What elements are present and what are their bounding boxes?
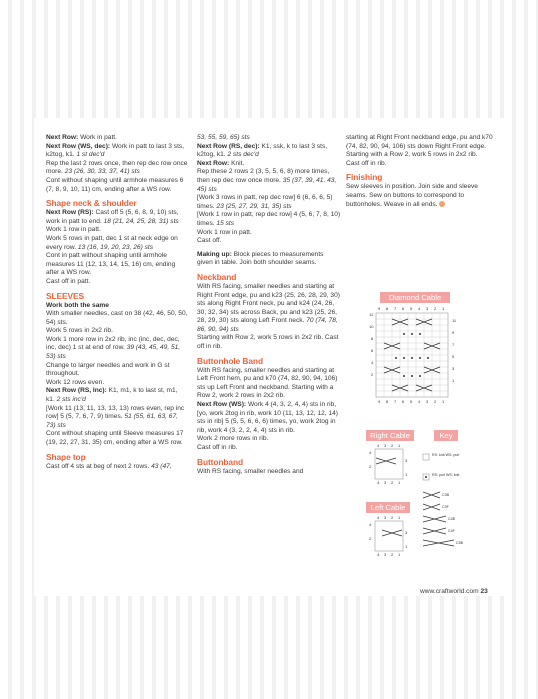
note: 39 (43, 45, 49, 51, 53) sts bbox=[46, 344, 181, 361]
svg-text:2: 2 bbox=[369, 536, 372, 541]
paragraph: With smaller needles, cast on 38 (42, 46, 50, 50, 54) sts. bbox=[46, 310, 188, 326]
svg-text:5: 5 bbox=[452, 354, 455, 359]
paragraph: Next Row: Work in patt. bbox=[46, 134, 117, 141]
text: Work in patt to last 3 sts, k2tog, k1. bbox=[46, 142, 185, 159]
paragraph: starting at Right Front neckband edge, pu and k70 (74, 82, 90, 94, 106) sts down Right Front edge. bbox=[346, 134, 493, 150]
column-number: 2 bbox=[391, 443, 394, 448]
paragraph bbox=[46, 209, 188, 226]
note: 43 (47, bbox=[151, 462, 172, 470]
text: Cast off 5 (5, 6, 8, 9, 10) sts, work in patt to end. bbox=[46, 209, 179, 225]
column-number: 8 bbox=[386, 306, 389, 311]
key-label: C3B bbox=[442, 493, 449, 497]
column-number: 5 bbox=[410, 399, 413, 404]
paragraph bbox=[46, 405, 188, 431]
svg-text:8: 8 bbox=[371, 336, 374, 341]
text: [Work 1 row in patt, rep dec row] 4 (5, 6, 7, 8, 10) times. bbox=[197, 211, 341, 227]
paragraph bbox=[197, 401, 341, 435]
paragraph bbox=[197, 160, 341, 169]
paragraph: Cont without shaping until Sleeve measures 17 (19, 22, 27, 31, 35) cm, ending after a WS row. bbox=[46, 430, 184, 446]
column-number: 4 bbox=[377, 443, 380, 448]
column-number: 9 bbox=[378, 306, 381, 311]
section-heading: Finishing bbox=[346, 172, 383, 183]
text: [Work 3 rows in patt, rep dec row] 6 (6, 6, 6, 5) times. bbox=[197, 194, 333, 210]
end-marker-icon bbox=[439, 201, 445, 207]
row-label: Next Row (WS, dec): bbox=[46, 142, 111, 150]
right-cable-chart bbox=[366, 442, 416, 488]
text: Block pieces to measurements given in table. Join both shoulder seams. bbox=[197, 250, 324, 267]
footer-url: www.craftworld.com bbox=[420, 588, 479, 595]
column-number: 2 bbox=[434, 306, 437, 311]
note: 15 sts bbox=[216, 219, 235, 227]
paragraph: Cast off in rib. bbox=[346, 159, 387, 167]
paragraph: With RS facing, smaller needles and starting at Left Front hem, pu and k70 (74, 82, 90, 94, 106) sts up Left Front and neckband. Starting with a Row 2, work 2 rows in 2x2 rib. bbox=[197, 366, 338, 400]
page-number: 23 bbox=[480, 588, 488, 595]
paragraph: Work 2 more rows in rib. bbox=[197, 435, 269, 443]
svg-text:7: 7 bbox=[452, 342, 455, 347]
svg-text:12: 12 bbox=[369, 312, 374, 317]
column-number: 3 bbox=[384, 480, 387, 485]
text: Cast off 4 sts at beg of next 2 rows. bbox=[46, 462, 150, 470]
paragraph bbox=[197, 283, 341, 335]
column-1 bbox=[46, 134, 188, 471]
column-number: 3 bbox=[426, 399, 429, 404]
paragraph bbox=[46, 463, 188, 472]
note: 18 (21, 24, 25, 28, 31) sts bbox=[103, 217, 179, 225]
column-number: 7 bbox=[394, 399, 397, 404]
paragraph bbox=[197, 211, 341, 228]
paragraph: With RS facing, smaller needles and bbox=[197, 467, 304, 475]
note: 51 (55, 61, 63, 67, 73) sts bbox=[46, 413, 178, 429]
section-heading: SLEEVES bbox=[46, 290, 84, 301]
note: 70 (74, 78, 86, 90, 94) sts bbox=[197, 317, 338, 333]
text: Work 5 rows in patt, dec 1 st at neck edge on every row. bbox=[46, 234, 178, 251]
column-number: 1 bbox=[398, 443, 401, 448]
svg-text:3: 3 bbox=[405, 458, 408, 463]
row-label: Making up: bbox=[197, 250, 232, 258]
svg-text:9: 9 bbox=[452, 330, 455, 335]
column-number: 9 bbox=[378, 399, 381, 404]
paragraph: Work 1 row in patt. bbox=[46, 226, 101, 234]
key-label: RS: purl WS: knit bbox=[432, 473, 460, 477]
text: Work 4 (4, 3, 2, 4, 4) sts in rib, [yo, work 2tog in rib, work 10 (11, 13, 12, 12, 14) sts in rib] 5 (5, 5, 6, 6, 6) times, yo, work 2tog in rib, work 4 (3, 2, 2, 4, 4) sts in rib. bbox=[197, 401, 338, 434]
column-number: 3 bbox=[384, 443, 387, 448]
text: Rep the last 2 rows once, then rep dec row once more. bbox=[46, 159, 188, 176]
column-number: 4 bbox=[418, 399, 421, 404]
text: Sew sleeves in position. Join side and sleeve seams. Sew on buttons to correspond to buttonholes. Weave in all ends. bbox=[346, 183, 478, 208]
subheading: Work both the same bbox=[46, 301, 109, 309]
section-heading: Shape neck & shoulder bbox=[46, 198, 137, 209]
column-number: 4 bbox=[418, 306, 421, 311]
text: Knit. bbox=[231, 159, 245, 167]
paragraph bbox=[197, 251, 341, 268]
note: 13 (16, 19, 20, 23, 26) sts bbox=[77, 243, 154, 251]
column-number: 1 bbox=[398, 480, 401, 485]
paragraph: Change to larger needles and work in G st throughout. bbox=[46, 361, 170, 378]
left-cable-title: Left Cable bbox=[366, 502, 410, 513]
key-title: Key bbox=[434, 430, 458, 441]
key-label: C4F bbox=[448, 529, 455, 533]
paragraph bbox=[46, 387, 188, 404]
paragraph bbox=[46, 160, 188, 177]
column-number: 2 bbox=[391, 552, 394, 557]
paragraph bbox=[346, 183, 496, 209]
row-label: Next Row (RS, dec): bbox=[197, 142, 260, 150]
paragraph bbox=[197, 194, 341, 211]
column-number: 6 bbox=[402, 399, 405, 404]
svg-text:3: 3 bbox=[452, 366, 455, 371]
svg-text:6: 6 bbox=[371, 348, 374, 353]
text: Work 1 more row in 2x2 rib, inc (inc, dec, dec, inc, dec) 1 st at end of row. bbox=[46, 335, 180, 352]
note: 35 (37, 39, 41, 43, 45) sts bbox=[197, 176, 337, 193]
key-label: C5B bbox=[456, 541, 463, 545]
page-footer bbox=[420, 588, 488, 595]
text: Rep these 2 rows 2 (3, 5, 5, 6, 8) more times, then rep dec row once more. bbox=[197, 168, 330, 184]
column-number: 3 bbox=[384, 552, 387, 557]
paragraph: Cast off. bbox=[197, 237, 222, 245]
row-label: Next Row: bbox=[197, 159, 230, 167]
paragraph bbox=[197, 168, 341, 194]
key-label: C3F bbox=[442, 505, 449, 509]
section-heading: Buttonband bbox=[197, 456, 243, 467]
paragraph: Work 12 rows even. bbox=[46, 378, 105, 386]
key-label: C4B bbox=[448, 517, 455, 521]
section-heading: Neckband bbox=[197, 271, 237, 282]
column-number: 3 bbox=[426, 306, 429, 311]
paragraph: Work 1 row in patt. bbox=[197, 228, 252, 236]
paragraph: Cast off in rib. bbox=[197, 444, 238, 451]
column-number: 6 bbox=[402, 306, 405, 311]
paragraph: Starting with Row 2, work 5 rows in 2x2 rib. Cast off in rib. bbox=[197, 334, 339, 351]
paragraph: Starting with a Row 2, work 5 rows in 2x2 rib. bbox=[346, 151, 478, 159]
text: K1, m1, k to last st, m1, k1. bbox=[46, 387, 178, 404]
svg-text:4: 4 bbox=[369, 522, 372, 527]
paragraph bbox=[46, 336, 188, 362]
paragraph bbox=[46, 235, 188, 252]
svg-text:1: 1 bbox=[452, 378, 455, 383]
paragraph: Cont without shaping until armhole measures 6 (7, 8, 9, 10, 11) cm, ending after a WS row. bbox=[46, 176, 184, 193]
svg-text:2: 2 bbox=[369, 464, 372, 469]
column-number: 2 bbox=[391, 515, 394, 520]
diamond-cable-chart bbox=[366, 304, 462, 414]
note: 1 st dec'd bbox=[76, 151, 105, 159]
note: 2 sts dec'd bbox=[227, 151, 259, 159]
column-number: 1 bbox=[398, 515, 401, 520]
diamond-cable-title: Diamond Cable bbox=[380, 292, 450, 303]
key-chart bbox=[420, 444, 490, 548]
column-number: 7 bbox=[394, 306, 397, 311]
column-number: 4 bbox=[377, 515, 380, 520]
svg-text:1: 1 bbox=[405, 544, 408, 549]
paragraph bbox=[197, 143, 341, 160]
column-number: 1 bbox=[442, 306, 445, 311]
svg-text:4: 4 bbox=[369, 450, 372, 455]
key-label: RS: knit WS: purl bbox=[432, 453, 460, 457]
paragraph: Cast off in patt. bbox=[46, 277, 91, 285]
column-2 bbox=[197, 134, 341, 476]
column-number: 4 bbox=[377, 480, 380, 485]
note: 23 (25, 27, 29, 31, 35) sts bbox=[216, 202, 292, 210]
svg-text:1: 1 bbox=[405, 472, 408, 477]
column-number: 8 bbox=[386, 399, 389, 404]
svg-text:2: 2 bbox=[371, 372, 374, 377]
text: With RS facing, smaller needles and starting at Right Front edge, pu and k23 (25, 26, 28, 29, 30) sts along Right Front neck, pu and k24 (24, 26, 30, 32, 34) sts across Back, pu and k23 (25, 26, 28, 29, 30) sts along Left Front neck. bbox=[197, 282, 340, 325]
column-3 bbox=[346, 134, 496, 209]
column-number: 3 bbox=[384, 515, 387, 520]
note: 23 (26, 30, 33, 37, 41) sts bbox=[64, 168, 140, 176]
svg-text:4: 4 bbox=[371, 360, 374, 365]
text: K1, ssk, k to last 3 sts, k2tog, k1. bbox=[197, 142, 328, 159]
section-heading: Shape top bbox=[46, 451, 86, 462]
column-number: 5 bbox=[410, 306, 413, 311]
svg-text:11: 11 bbox=[452, 318, 457, 323]
column-number: 1 bbox=[398, 552, 401, 557]
row-label: Next Row (RS, Inc): bbox=[46, 387, 107, 395]
text: [Work 11 (13, 11, 13, 13, 13) rows even, rep inc row] 5 (5, 7, 6, 7, 9) times. bbox=[46, 404, 185, 421]
section-heading: Buttonhole Band bbox=[197, 355, 263, 366]
column-number: 4 bbox=[377, 552, 380, 557]
right-cable-title: Right Cable bbox=[366, 430, 414, 441]
row-label: Next Row (RS): bbox=[46, 209, 94, 217]
paragraph bbox=[46, 143, 188, 160]
column-number: 2 bbox=[434, 399, 437, 404]
row-label: Next Row (WS): bbox=[197, 401, 247, 409]
paragraph: 53, 55, 59, 65) sts bbox=[197, 134, 250, 141]
column-number: 1 bbox=[442, 399, 445, 404]
column-number: 2 bbox=[391, 480, 394, 485]
svg-text:3: 3 bbox=[405, 530, 408, 535]
note: 2 sts inc'd bbox=[56, 396, 86, 404]
paragraph: Cont in patt without shaping until armhole measures 11 (12, 13, 14, 15, 16) cm, ending after a WS row. bbox=[46, 252, 176, 277]
paragraph: Work 5 rows in 2x2 rib. bbox=[46, 327, 113, 335]
svg-text:10: 10 bbox=[369, 324, 374, 329]
left-cable-chart bbox=[366, 514, 416, 560]
